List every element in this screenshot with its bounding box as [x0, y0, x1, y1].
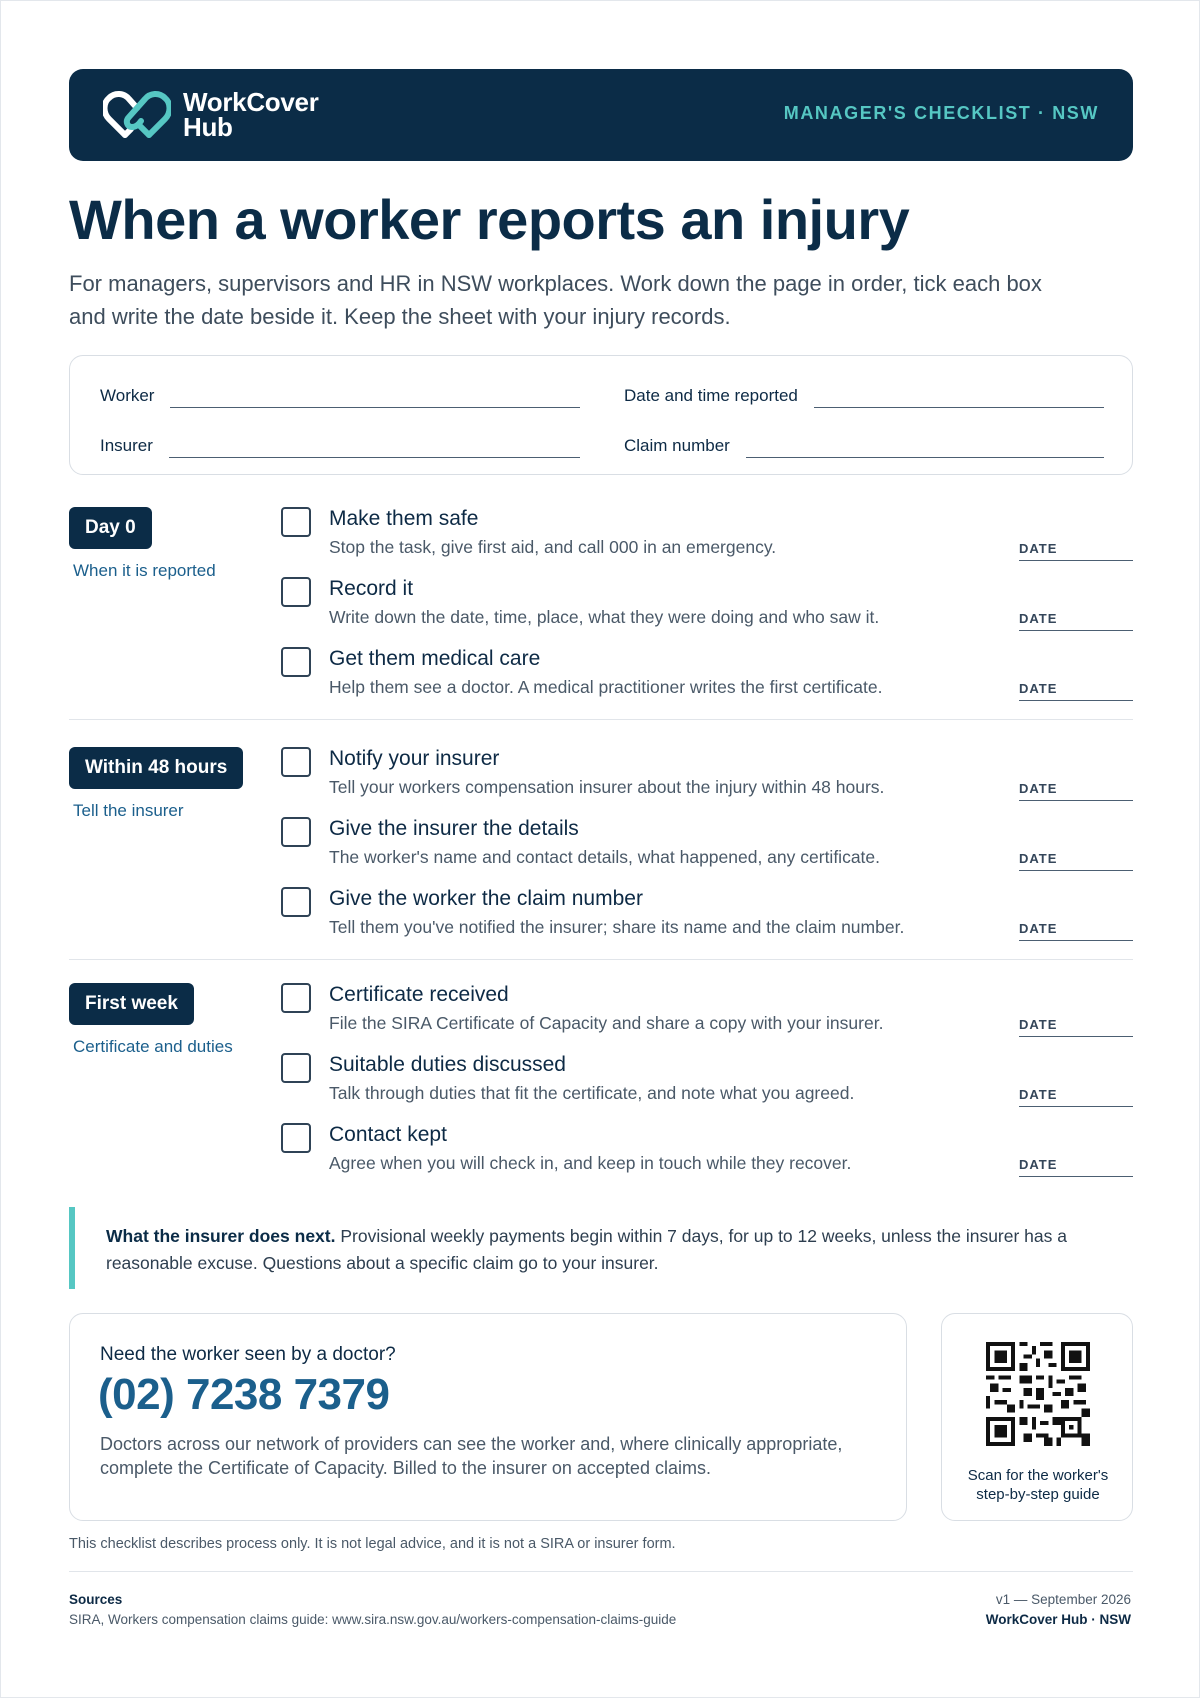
page-title: When a worker reports an injury — [69, 188, 910, 251]
date-field[interactable] — [1019, 1085, 1133, 1107]
qr-card — [941, 1313, 1133, 1521]
checklist-item — [281, 577, 1133, 637]
qr-caption-line-2: step-by-step guide — [976, 1486, 1100, 1503]
item-title: Record it — [329, 577, 414, 600]
checklist-item — [281, 1123, 1133, 1183]
stage-divider — [69, 959, 1133, 960]
logo-wordmark — [183, 87, 319, 142]
item-title: Get them medical care — [329, 647, 541, 670]
intro-text: For managers, supervisors and HR in NSW workplaces. Work down the page in order, tick each box and write the date beside it. Keep the sheet with your injury records. — [69, 271, 1042, 329]
doctor-phone-number[interactable]: (02) 7238 7379 — [98, 1370, 390, 1419]
date-field[interactable] — [1019, 1015, 1133, 1037]
item-description: Agree when you will check in, and keep in touch while they recover. — [329, 1153, 852, 1173]
worker-field[interactable] — [100, 386, 580, 408]
item-title: Give the worker the claim number — [329, 887, 643, 910]
logo-line-2: Hub — [183, 112, 233, 142]
date-label: DATE — [1019, 541, 1058, 556]
checklist-item — [281, 887, 1133, 947]
stage-pill: First week — [69, 983, 194, 1025]
callout-lead: What the insurer does next. — [106, 1226, 336, 1246]
item-title: Suitable duties discussed — [329, 1053, 566, 1076]
insurer-label: Insurer — [100, 436, 153, 455]
checkbox[interactable] — [281, 817, 311, 847]
item-description: Talk through duties that fit the certificate, and note what you agreed. — [329, 1083, 855, 1103]
qr-code-icon[interactable] — [986, 1342, 1090, 1446]
checkbox[interactable] — [281, 983, 311, 1013]
stage-first-week — [69, 983, 1133, 1193]
item-description: File the SIRA Certificate of Capacity and share a copy with your insurer. — [329, 1013, 884, 1033]
item-title: Contact kept — [329, 1123, 447, 1146]
date-time-reported-line[interactable] — [814, 388, 1104, 408]
date-field[interactable] — [1019, 539, 1133, 561]
checklist-item — [281, 817, 1133, 877]
qr-caption — [942, 1466, 1134, 1504]
sources-heading: Sources — [69, 1592, 123, 1607]
doctor-question: Need the worker seen by a doctor? — [100, 1344, 396, 1365]
insurer-field[interactable] — [100, 436, 580, 458]
checkbox[interactable] — [281, 507, 311, 537]
logo-line-1: WorkCover — [183, 87, 319, 117]
item-title: Certificate received — [329, 983, 509, 1006]
checklist-item — [281, 507, 1133, 567]
doctor-card — [69, 1313, 907, 1521]
stage-within-48-hours — [69, 747, 1133, 967]
stage-subtitle: When it is reported — [73, 561, 216, 580]
checklist-item — [281, 747, 1133, 807]
date-label: DATE — [1019, 1157, 1058, 1172]
worker-label: Worker — [100, 386, 155, 405]
date-label: DATE — [1019, 611, 1058, 626]
claim-number-label: Claim number — [624, 436, 730, 455]
logo — [103, 87, 319, 143]
stage-day-0 — [69, 507, 1133, 727]
stage-divider — [69, 719, 1133, 720]
disclaimer: This checklist describes process only. It is not legal advice, and it is not a SIRA or insurer form. — [69, 1536, 676, 1552]
callout-body: Provisional weekly payments begin within 7 days, for up to 12 weeks, unless the insurer has a reasonable excuse. Questions about a specific claim go to your insurer. — [106, 1226, 1067, 1273]
checkbox[interactable] — [281, 887, 311, 917]
date-field[interactable] — [1019, 609, 1133, 631]
date-label: DATE — [1019, 1087, 1058, 1102]
date-field[interactable] — [1019, 679, 1133, 701]
date-label: DATE — [1019, 781, 1058, 796]
insurer-next-callout — [69, 1207, 1133, 1289]
date-label: DATE — [1019, 681, 1058, 696]
date-label: DATE — [1019, 1017, 1058, 1032]
doctor-description: Doctors across our network of providers can see the worker and, where clinically appropriate, complete the Certificate of Capacity. Billed to the insurer on accepted claims. — [100, 1434, 843, 1478]
item-description: Stop the task, give first aid, and call 000 in an emergency. — [329, 537, 777, 557]
sources-text: SIRA, Workers compensation claims guide: www.sira.nsw.gov.au/workers-compensation-claims-guide — [69, 1612, 677, 1627]
date-time-reported-field[interactable] — [624, 386, 1104, 408]
item-description: Tell them you've notified the insurer; share its name and the claim number. — [329, 917, 905, 937]
item-title: Make them safe — [329, 507, 479, 530]
date-field[interactable] — [1019, 779, 1133, 801]
qr-caption-line-1: Scan for the worker's — [967, 1467, 1109, 1484]
footer-brand: WorkCover Hub · NSW — [985, 1612, 1131, 1627]
header-banner — [69, 69, 1133, 161]
item-description: Help them see a doctor. A medical practitioner writes the first certificate. — [329, 677, 883, 697]
date-field[interactable] — [1019, 919, 1133, 941]
stage-pill: Within 48 hours — [69, 747, 243, 789]
checklist-item — [281, 983, 1133, 1043]
footer-divider — [69, 1571, 1133, 1572]
item-description: Write down the date, time, place, what they were doing and who saw it. — [329, 607, 880, 627]
callout-accent-bar — [69, 1207, 75, 1289]
interlocking-hearts-icon — [103, 87, 171, 143]
claim-number-line[interactable] — [746, 438, 1104, 458]
insurer-line[interactable] — [169, 438, 580, 458]
item-description: The worker's name and contact details, what happened, any certificate. — [329, 847, 881, 867]
checklist-item — [281, 647, 1133, 707]
date-field[interactable] — [1019, 849, 1133, 871]
date-field[interactable] — [1019, 1155, 1133, 1177]
item-title: Notify your insurer — [329, 747, 500, 770]
checkbox[interactable] — [281, 1123, 311, 1153]
date-time-reported-label: Date and time reported — [624, 386, 798, 405]
details-form — [69, 355, 1133, 475]
stage-subtitle: Tell the insurer — [73, 801, 184, 820]
callout-text — [106, 1223, 1106, 1277]
worker-line[interactable] — [170, 388, 580, 408]
date-label: DATE — [1019, 921, 1058, 936]
stage-subtitle: Certificate and duties — [73, 1037, 233, 1056]
checkbox[interactable] — [281, 647, 311, 677]
claim-number-field[interactable] — [624, 436, 1104, 458]
item-description: Tell your workers compensation insurer about the injury within 48 hours. — [329, 777, 885, 797]
checkbox[interactable] — [281, 1053, 311, 1083]
checklist-item — [281, 1053, 1133, 1113]
checkbox[interactable] — [281, 747, 311, 777]
item-title: Give the insurer the details — [329, 817, 579, 840]
version-text: v1 — September 2026 — [995, 1592, 1131, 1607]
checklist-tag: MANAGER'S CHECKLIST · NSW — [783, 103, 1099, 123]
checkbox[interactable] — [281, 577, 311, 607]
date-label: DATE — [1019, 851, 1058, 866]
stage-pill: Day 0 — [69, 507, 152, 549]
